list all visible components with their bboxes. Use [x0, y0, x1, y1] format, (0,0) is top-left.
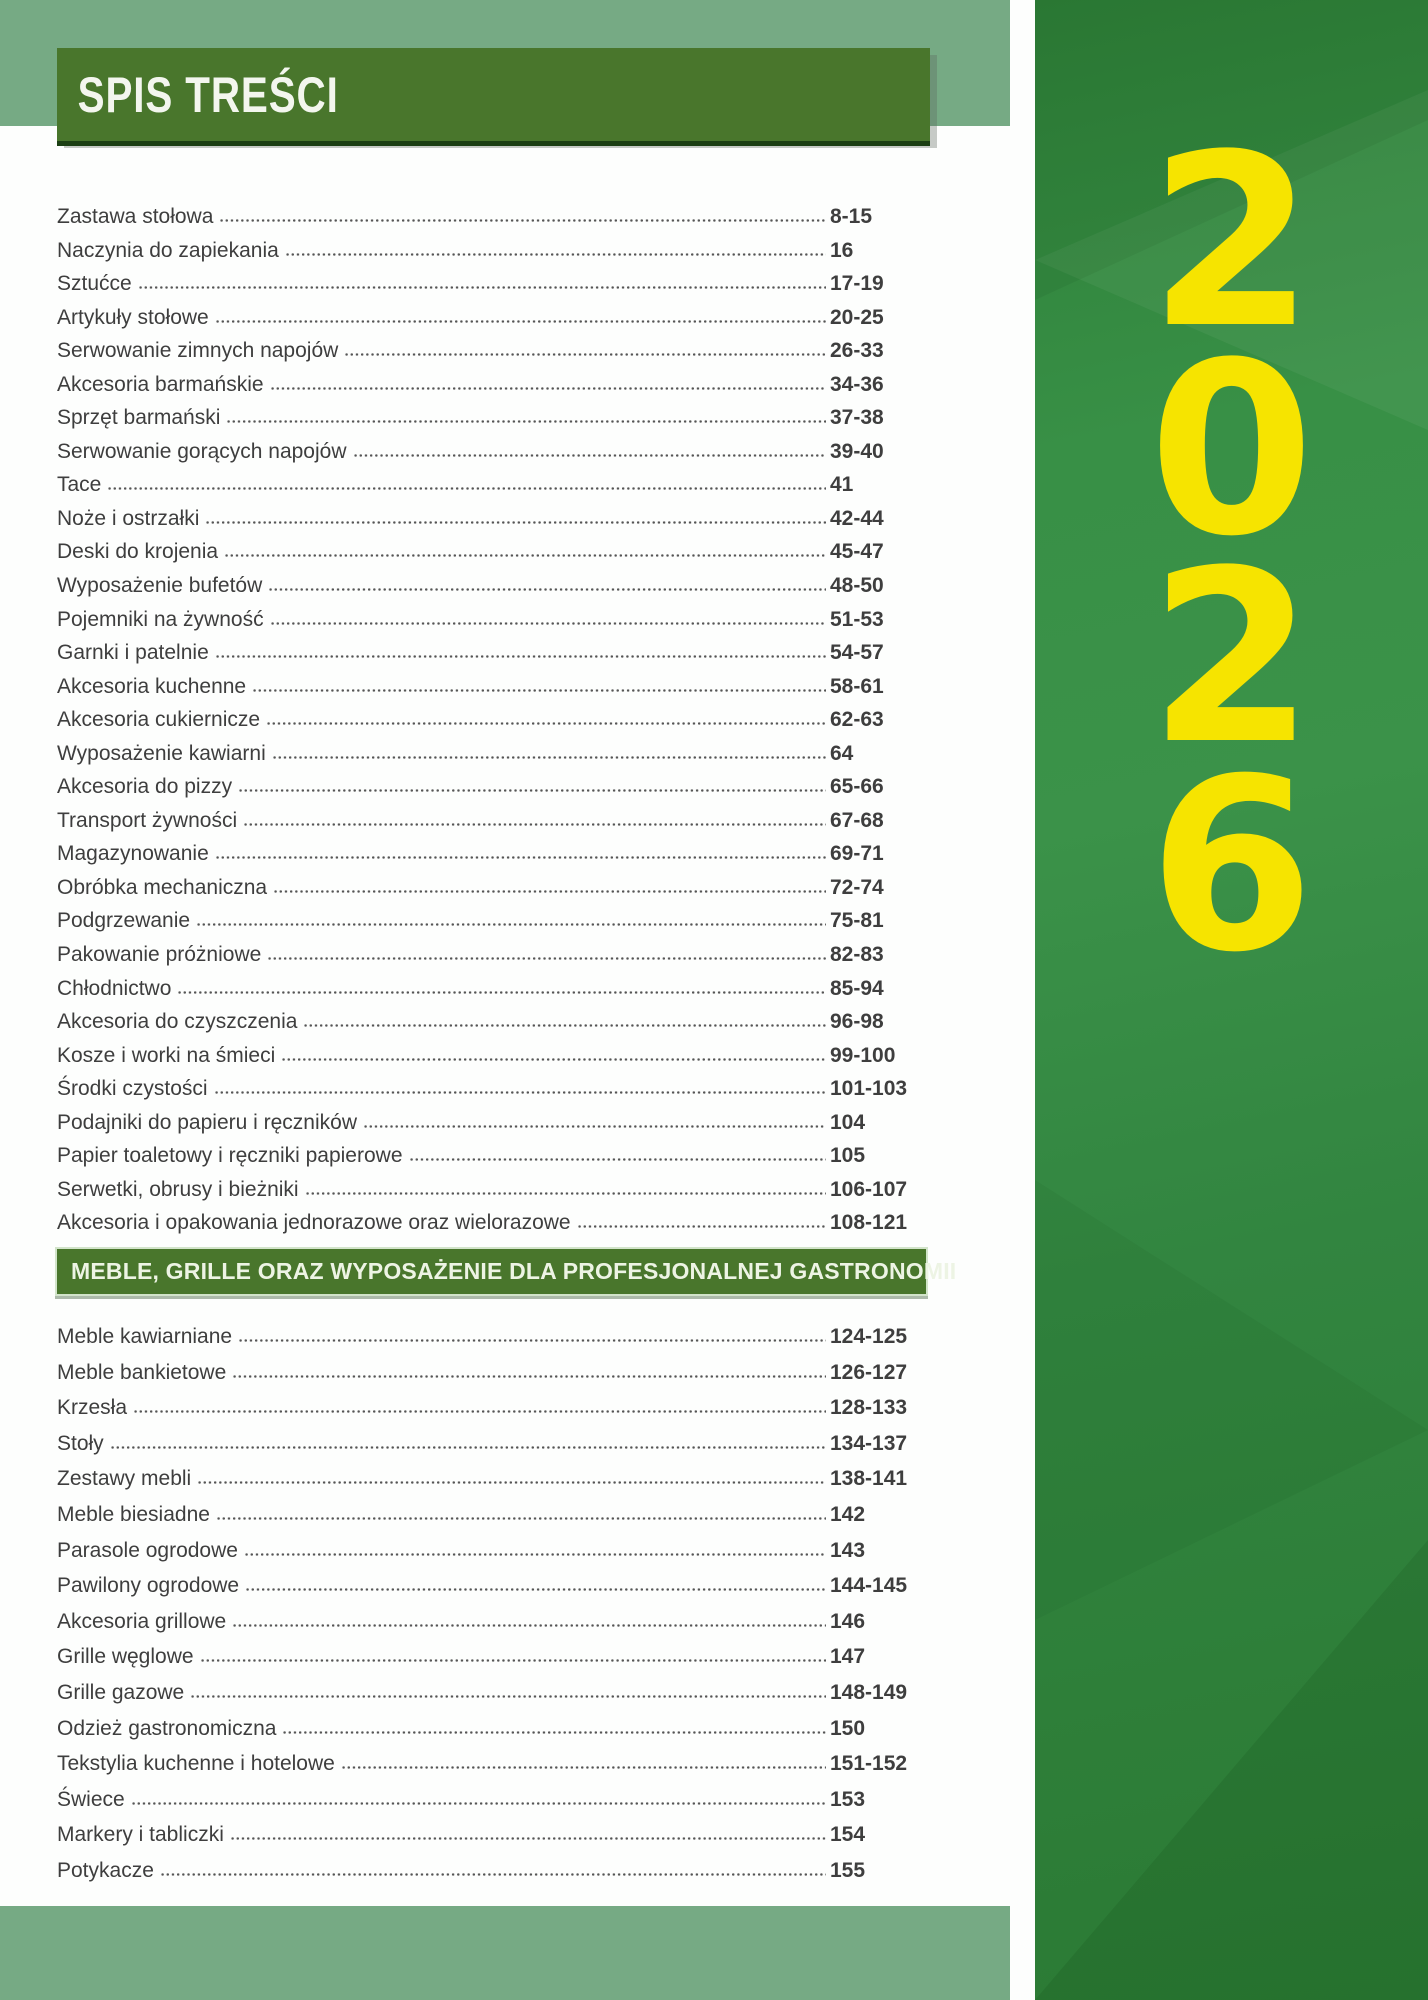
toc-entry-pages: 58-61: [830, 674, 884, 698]
dot-leader: [266, 722, 826, 725]
toc-row[interactable]: [57, 272, 930, 306]
toc-entry-label: Tekstylia kuchenne i hotelowe: [57, 1752, 335, 1776]
toc-entry-label: Akcesoria barmańskie: [57, 372, 264, 396]
toc-entry-label: Serwetki, obrusy i bieżniki: [57, 1177, 299, 1201]
dot-leader: [230, 1837, 826, 1840]
dot-leader: [268, 588, 826, 591]
dot-leader: [232, 1624, 826, 1627]
year-digit: 2: [1148, 104, 1315, 381]
toc-entry-pages: 150: [830, 1716, 866, 1740]
dot-leader: [232, 1375, 826, 1378]
toc-row[interactable]: [57, 641, 930, 675]
toc-row[interactable]: [57, 809, 930, 843]
toc-entry-pages: 148-149: [830, 1680, 908, 1704]
toc-entry-label: Wyposażenie kawiarni: [57, 741, 266, 765]
toc-row[interactable]: [57, 406, 930, 440]
toc-entry-pages: 154: [830, 1823, 866, 1847]
toc-entry-pages: 26-33: [830, 339, 884, 363]
dot-leader: [305, 1192, 826, 1195]
toc-entry-label: Tace: [57, 473, 102, 497]
dot-leader: [353, 454, 827, 457]
dot-leader: [344, 353, 826, 356]
toc-entry-pages: 16: [830, 238, 854, 262]
toc-entry-pages: 34-36: [830, 372, 884, 396]
toc-row[interactable]: [57, 1361, 930, 1397]
toc-row[interactable]: [57, 675, 930, 709]
toc-row[interactable]: [57, 1681, 930, 1717]
toc-row[interactable]: [57, 775, 930, 809]
toc-row[interactable]: [57, 373, 930, 407]
dot-leader: [273, 890, 826, 893]
toc-entry-label: Garnki i patelnie: [57, 641, 209, 665]
toc-entry-pages: 105: [830, 1144, 866, 1168]
toc-row[interactable]: [57, 440, 930, 474]
toc-entry-pages: 124-125: [830, 1325, 908, 1348]
toc-entry-label: Transport żywności: [57, 808, 238, 832]
toc-row[interactable]: [57, 1717, 930, 1753]
toc-entry-pages: 153: [830, 1787, 866, 1811]
toc-entry-label: Magazynowanie: [57, 842, 209, 866]
dot-leader: [215, 655, 826, 658]
dot-leader: [216, 1517, 826, 1520]
toc-entry-pages: 45-47: [830, 540, 884, 564]
toc-entry-label: Meble kawiarniane: [57, 1325, 233, 1348]
dot-leader: [281, 1058, 826, 1061]
toc-row[interactable]: [57, 1645, 930, 1681]
toc-entry-label: Grille węglowe: [57, 1645, 194, 1669]
toc-row[interactable]: [57, 1396, 930, 1432]
toc-entry-label: Krzesła: [57, 1396, 128, 1420]
toc-entry-label: Świece: [57, 1787, 125, 1811]
dot-leader: [243, 823, 826, 826]
toc-entry-label: Markery i tabliczki: [57, 1823, 224, 1847]
toc-row[interactable]: [57, 205, 930, 239]
dot-leader: [219, 219, 826, 222]
toc-row[interactable]: [57, 473, 930, 507]
toc-entry-pages: 155: [830, 1858, 866, 1882]
toc-entry-label: Akcesoria kuchenne: [57, 674, 247, 698]
toc-entry-pages: 8-15: [830, 205, 873, 228]
toc-entry-label: Serwowanie gorących napojów: [57, 439, 347, 463]
toc-entry-label: Pawilony ogrodowe: [57, 1574, 240, 1598]
toc-entry-label: Meble biesiadne: [57, 1502, 210, 1526]
toc-entry-pages: 104: [830, 1110, 866, 1134]
toc-entry-pages: 67-68: [830, 808, 884, 832]
toc-entry-pages: 82-83: [830, 943, 884, 967]
toc-entry-label: Noże i ostrzałki: [57, 506, 200, 530]
dot-leader: [215, 856, 826, 859]
toc-row[interactable]: [57, 1432, 930, 1468]
toc-row[interactable]: [57, 507, 930, 541]
dot-leader: [409, 1158, 826, 1161]
dot-leader: [238, 1339, 826, 1342]
toc-entry-pages: 99-100: [830, 1043, 896, 1067]
toc-row[interactable]: [57, 1503, 930, 1539]
toc-entry-label: Artykuły stołowe: [57, 305, 209, 329]
toc-entry-pages: 128-133: [830, 1396, 908, 1420]
toc-entry-pages: 42-44: [830, 506, 884, 530]
toc-entry-pages: 147: [830, 1645, 866, 1669]
bottom-accent-band: [0, 1906, 1010, 2000]
toc-entry-label: Zestawy mebli: [57, 1467, 192, 1491]
dot-leader: [285, 253, 826, 256]
dot-leader: [197, 1481, 826, 1484]
toc-entry-pages: 96-98: [830, 1010, 884, 1034]
dot-leader: [270, 622, 826, 625]
toc-row[interactable]: [57, 708, 930, 742]
toc-entry-label: Kosze i worki na śmieci: [57, 1043, 276, 1067]
dot-leader: [133, 1410, 826, 1413]
toc-entry-pages: 69-71: [830, 842, 884, 866]
toc-entry-pages: 62-63: [830, 708, 884, 732]
toc-entry-label: Akcesoria do czyszczenia: [57, 1010, 298, 1034]
dot-leader: [107, 487, 826, 490]
dot-leader: [363, 1125, 826, 1128]
year-sidebar: [1035, 0, 1428, 2000]
toc-entry-pages: 17-19: [830, 272, 884, 296]
toc-entry-label: Sprzęt barmański: [57, 406, 221, 430]
toc-entry-pages: 138-141: [830, 1467, 908, 1491]
toc-row[interactable]: [57, 339, 930, 373]
year-digit: 2: [1148, 520, 1315, 797]
toc-entry-pages: 101-103: [830, 1077, 908, 1101]
toc-entry-label: Podajniki do papieru i ręczników: [57, 1110, 357, 1134]
dot-leader: [190, 1695, 826, 1698]
dot-leader: [214, 1091, 826, 1094]
dot-leader: [252, 689, 826, 692]
dot-leader: [215, 320, 826, 323]
toc-row[interactable]: [57, 1044, 930, 1078]
dot-leader: [205, 521, 826, 524]
dot-leader: [138, 286, 826, 289]
toc-row[interactable]: [57, 306, 930, 340]
toc-entry-label: Sztućce: [57, 272, 132, 296]
toc-entry-pages: 20-25: [830, 305, 884, 329]
toc-entry-label: Papier toaletowy i ręczniki papierowe: [57, 1144, 403, 1168]
toc-entry-label: Pakowanie próżniowe: [57, 943, 262, 967]
toc-row[interactable]: [57, 1859, 930, 1895]
toc-entry-pages: 106-107: [830, 1177, 908, 1201]
dot-leader: [160, 1873, 826, 1876]
toc-entry-pages: 126-127: [830, 1360, 908, 1384]
toc-entry-pages: 85-94: [830, 976, 884, 1000]
toc-entry-label: Zastawa stołowa: [57, 205, 214, 228]
toc-entry-label: Podgrzewanie: [57, 909, 191, 933]
dot-leader: [110, 1446, 826, 1449]
toc-entry-pages: 143: [830, 1538, 866, 1562]
toc-entry-pages: 134-137: [830, 1431, 908, 1455]
toc-row[interactable]: [57, 742, 930, 776]
toc-entry-pages: 75-81: [830, 909, 884, 933]
toc-row[interactable]: [57, 1752, 930, 1788]
dot-leader: [272, 756, 826, 759]
toc-entry-pages: 142: [830, 1502, 866, 1526]
toc-entry-pages: 146: [830, 1609, 866, 1633]
dot-leader: [226, 420, 826, 423]
toc-entry-label: Akcesoria do pizzy: [57, 775, 233, 799]
dot-leader: [224, 554, 826, 557]
toc-entry-pages: 51-53: [830, 607, 884, 631]
toc-entry-pages: 64: [830, 741, 854, 765]
toc-entry-label: Meble bankietowe: [57, 1360, 227, 1384]
toc-entry-pages: 108-121: [830, 1211, 908, 1235]
toc-row[interactable]: [57, 1610, 930, 1646]
toc-entry-label: Akcesoria i opakowania jednorazowe oraz wielorazowe: [57, 1211, 571, 1235]
page-title-banner: [57, 48, 930, 141]
dot-leader: [196, 923, 826, 926]
year-digit: 0: [1148, 312, 1315, 589]
dot-leader: [200, 1659, 826, 1662]
toc-row[interactable]: [57, 574, 930, 608]
toc-entry-pages: 144-145: [830, 1574, 908, 1598]
toc-entry-pages: 72-74: [830, 875, 884, 899]
toc-entry-pages: 65-66: [830, 775, 884, 799]
toc-entry-pages: 41: [830, 473, 854, 497]
toc-entry-label: Pojemniki na żywność: [57, 607, 264, 631]
toc-entry-label: Grille gazowe: [57, 1680, 185, 1704]
dot-leader: [244, 1553, 826, 1556]
toc-row[interactable]: [57, 1574, 930, 1610]
toc-entry-label: Akcesoria grillowe: [57, 1609, 227, 1633]
toc-row[interactable]: [57, 1010, 930, 1044]
toc-entry-label: Stoły: [57, 1431, 104, 1455]
dot-leader: [131, 1802, 826, 1805]
toc-entry-label: Parasole ogrodowe: [57, 1538, 238, 1562]
dot-leader: [577, 1225, 826, 1228]
toc-entry-label: Chłodnictwo: [57, 976, 172, 1000]
toc-entry-pages: 151-152: [830, 1752, 908, 1776]
toc-entry-pages: 37-38: [830, 406, 884, 430]
toc-row[interactable]: [57, 1111, 930, 1145]
dot-leader: [341, 1766, 826, 1769]
toc-entry-label: Środki czystości: [57, 1077, 208, 1101]
dot-leader: [267, 957, 826, 960]
toc-row[interactable]: [57, 977, 930, 1011]
toc-row[interactable]: [57, 1211, 930, 1245]
dot-leader: [282, 1731, 826, 1734]
toc-row[interactable]: [57, 1178, 930, 1212]
toc-row[interactable]: [57, 1788, 930, 1824]
dot-leader: [177, 991, 826, 994]
toc-row[interactable]: [57, 239, 930, 273]
toc-row[interactable]: [57, 876, 930, 910]
toc-row[interactable]: [57, 943, 930, 977]
toc-entry-pages: 54-57: [830, 641, 884, 665]
toc-entry-label: Naczynia do zapiekania: [57, 238, 279, 262]
toc-row[interactable]: [57, 1144, 930, 1178]
toc-row[interactable]: [57, 1325, 930, 1361]
toc-row[interactable]: [57, 1539, 930, 1575]
toc-row[interactable]: [57, 540, 930, 574]
section-header-bar: [55, 1247, 957, 1296]
toc-list-furniture: [57, 1325, 930, 1895]
toc-row[interactable]: [57, 1823, 930, 1859]
toc-entry-label: Obróbka mechaniczna: [57, 875, 268, 899]
dot-leader: [238, 789, 826, 792]
toc-entry-pages: 48-50: [830, 574, 884, 598]
toc-entry-pages: 39-40: [830, 439, 884, 463]
toc-entry-label: Wyposażenie bufetów: [57, 574, 263, 598]
year-digit: 6: [1148, 728, 1315, 1005]
toc-entry-label: Potykacze: [57, 1858, 154, 1882]
toc-row[interactable]: [57, 842, 930, 876]
toc-list-main: [57, 205, 930, 1245]
toc-entry-label: Odzież gastronomiczna: [57, 1716, 277, 1740]
dot-leader: [245, 1588, 826, 1591]
toc-entry-label: Akcesoria cukiernicze: [57, 708, 261, 732]
toc-entry-label: Deski do krojenia: [57, 540, 219, 564]
toc-row[interactable]: [57, 909, 930, 943]
section-header-title: MEBLE, GRILLE ORAZ WYPOSAŻENIE DLA PROFESJONALNEJ GASTRONOMII: [71, 1258, 957, 1284]
page-title: SPIS TREŚCI: [77, 66, 339, 123]
dot-leader: [303, 1024, 826, 1027]
toc-row[interactable]: [57, 1467, 930, 1503]
toc-row[interactable]: [57, 1077, 930, 1111]
dot-leader: [270, 387, 826, 390]
year-2026: [1035, 104, 1428, 1005]
toc-entry-label: Serwowanie zimnych napojów: [57, 339, 339, 363]
toc-row[interactable]: [57, 608, 930, 642]
